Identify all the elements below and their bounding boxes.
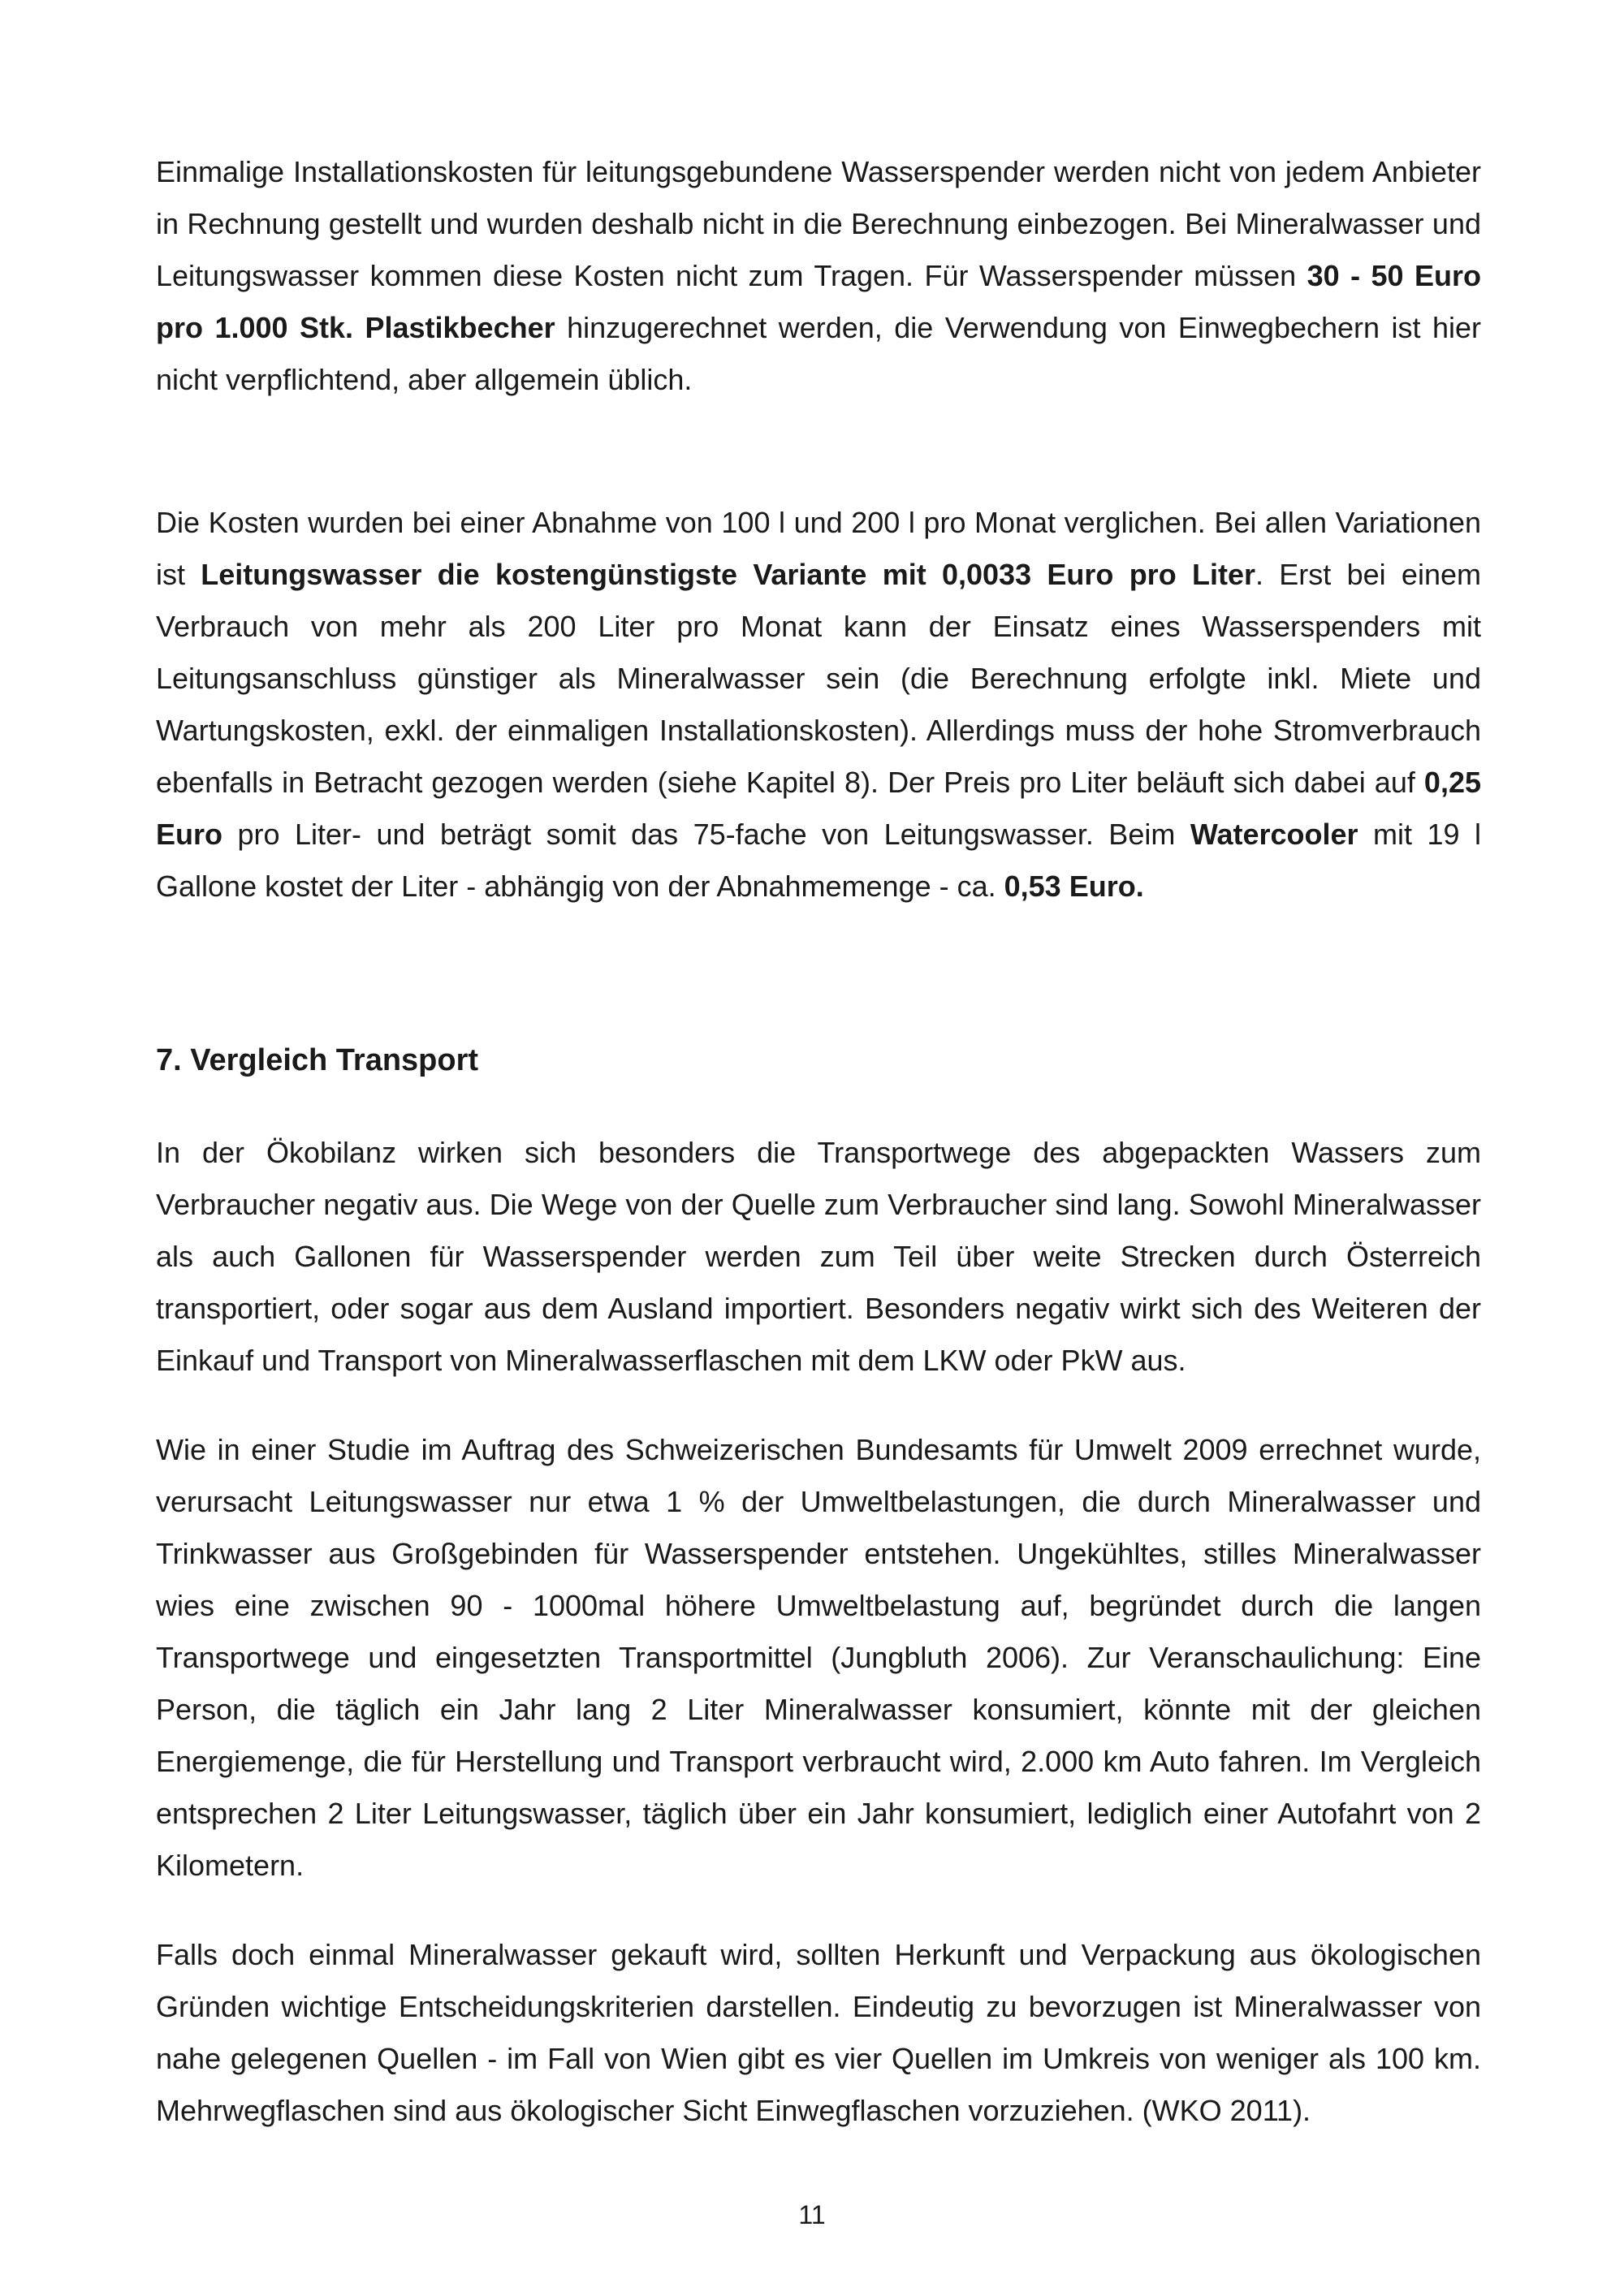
page-number: 11 xyxy=(798,2200,826,2229)
page-content xyxy=(156,146,1481,2137)
paragraph-transport-ecobalance: In der Ökobilanz wirken sich besonders die Transportwege des abgepackten Wassers zum Verbraucher negativ aus. Die Wege von der Quelle zum Verbraucher sind lang. Sowohl Mineralwasser als auch Gallonen für Wasserspender werden zum Teil über weite Strecken durch Österreich transportiert, oder sogar aus dem Ausland importiert. Besonders negativ wirkt sich des Weiteren der Einkauf und Transport von Mineralwasserflaschen mit dem LKW oder PkW aus. xyxy=(156,1136,1481,1377)
paragraph-text: Die Kosten wurden bei einer Abnahme von 100 l und 200 l pro Monat verglichen. Bei allen Variationen ist xyxy=(156,506,1481,591)
spacer xyxy=(156,1086,1481,1127)
section-heading: 7. Vergleich Transport xyxy=(156,1043,479,1077)
paragraph-text: . Erst bei einem Verbrauch von mehr als 200 Liter pro Monat kann der Einsatz eines Wasserspenders mit Leitungsanschluss günstiger als Mineralwasser sein (die Berechnung erfolgte inkl. Miete und Wartungskosten, exkl. der einmaligen Installationskosten). Allerdings muss der hohe Stromverbrauch ebenfalls in Betracht gezogen werden (siehe Kapitel 8). Der Preis pro Liter beläuft sich dabei auf xyxy=(156,558,1481,799)
paragraph-purchase-criteria: Falls doch einmal Mineralwasser gekauft wird, sollten Herkunft und Verpackung aus ökologischen Gründen wichtige Entscheidungskriterien darstellen. Eindeutig zu bevorzugen ist Mineralwasser von nahe gelegenen Quellen - im Fall von Wien gibt es vier Quellen im Umkreis von weniger als 100 km. Mehrwegflaschen sind aus ökologischer Sicht Einwegflaschen vorzuziehen. (WKO 2011). xyxy=(156,1938,1481,2127)
paragraph-swiss-study: Wie in einer Studie im Auftrag des Schweizerischen Bundesamts für Umwelt 2009 errechnet wurde, verursacht Leitungswasser nur etwa 1 % der Umweltbelastungen, die durch Mineralwasser und Trinkwasser aus Großgebinden für Wasserspender entstehen. Ungekühltes, stilles Mineralwasser wies eine zwischen 90 - 1000mal höhere Umweltbelastung auf, begründet durch die langen Transportwege und eingesetzten Transportmittel (Jungbluth 2006). Zur Veranschaulichung: Eine Person, die täglich ein Jahr lang 2 Liter Mineralwasser konsumiert, könnte mit der gleichen Energiemenge, die für Herstellung und Transport verbraucht wird, 2.000 km Auto fahren. Im Vergleich entsprechen 2 Liter Leitungswasser, täglich über ein Jahr konsumiert, lediglich einer Autofahrt von 2 Kilometern. xyxy=(156,1433,1481,1882)
paragraph-text: pro Liter- und beträgt somit das 75-fache von Leitungswasser. Beim xyxy=(222,818,1190,851)
paragraph-text: mit 19 l Gallone kostet der Liter - abhängig von der Abnahmemenge - ca. xyxy=(156,818,1481,903)
spacer xyxy=(156,1387,1481,1424)
paragraph-installation-costs xyxy=(156,146,1481,406)
paragraph-cost-comparison xyxy=(156,497,1481,913)
paragraph-text: hinzugerechnet werden, die Verwendung von Einwegbechern ist hier nicht verpflichtend, aber allgemein üblich. xyxy=(156,311,1481,396)
bold-cup-cost: 30 - 50 Euro pro 1.000 Stk. Plastikbecher xyxy=(156,259,1481,344)
bold-watercooler: Watercooler xyxy=(1190,818,1358,851)
spacer xyxy=(156,913,1481,1034)
bold-tapwater-cheapest: Leitungswasser die kostengünstigste Variante mit 0,0033 Euro pro Liter xyxy=(201,558,1255,591)
spacer xyxy=(156,406,1481,497)
spacer xyxy=(156,1892,1481,1929)
bold-price-per-liter: 0,25 Euro xyxy=(156,766,1481,851)
paragraph-text: Einmalige Installationskosten für leitungsgebundene Wasserspender werden nicht von jedem Anbieter in Rechnung gestellt und wurden deshalb nicht in die Berechnung einbezogen. Bei Mineralwasser und Leitungswasser kommen diese Kosten nicht zum Tragen. Für Wasserspender müssen xyxy=(156,155,1481,292)
bold-watercooler-price: 0,53 Euro. xyxy=(1004,870,1144,903)
